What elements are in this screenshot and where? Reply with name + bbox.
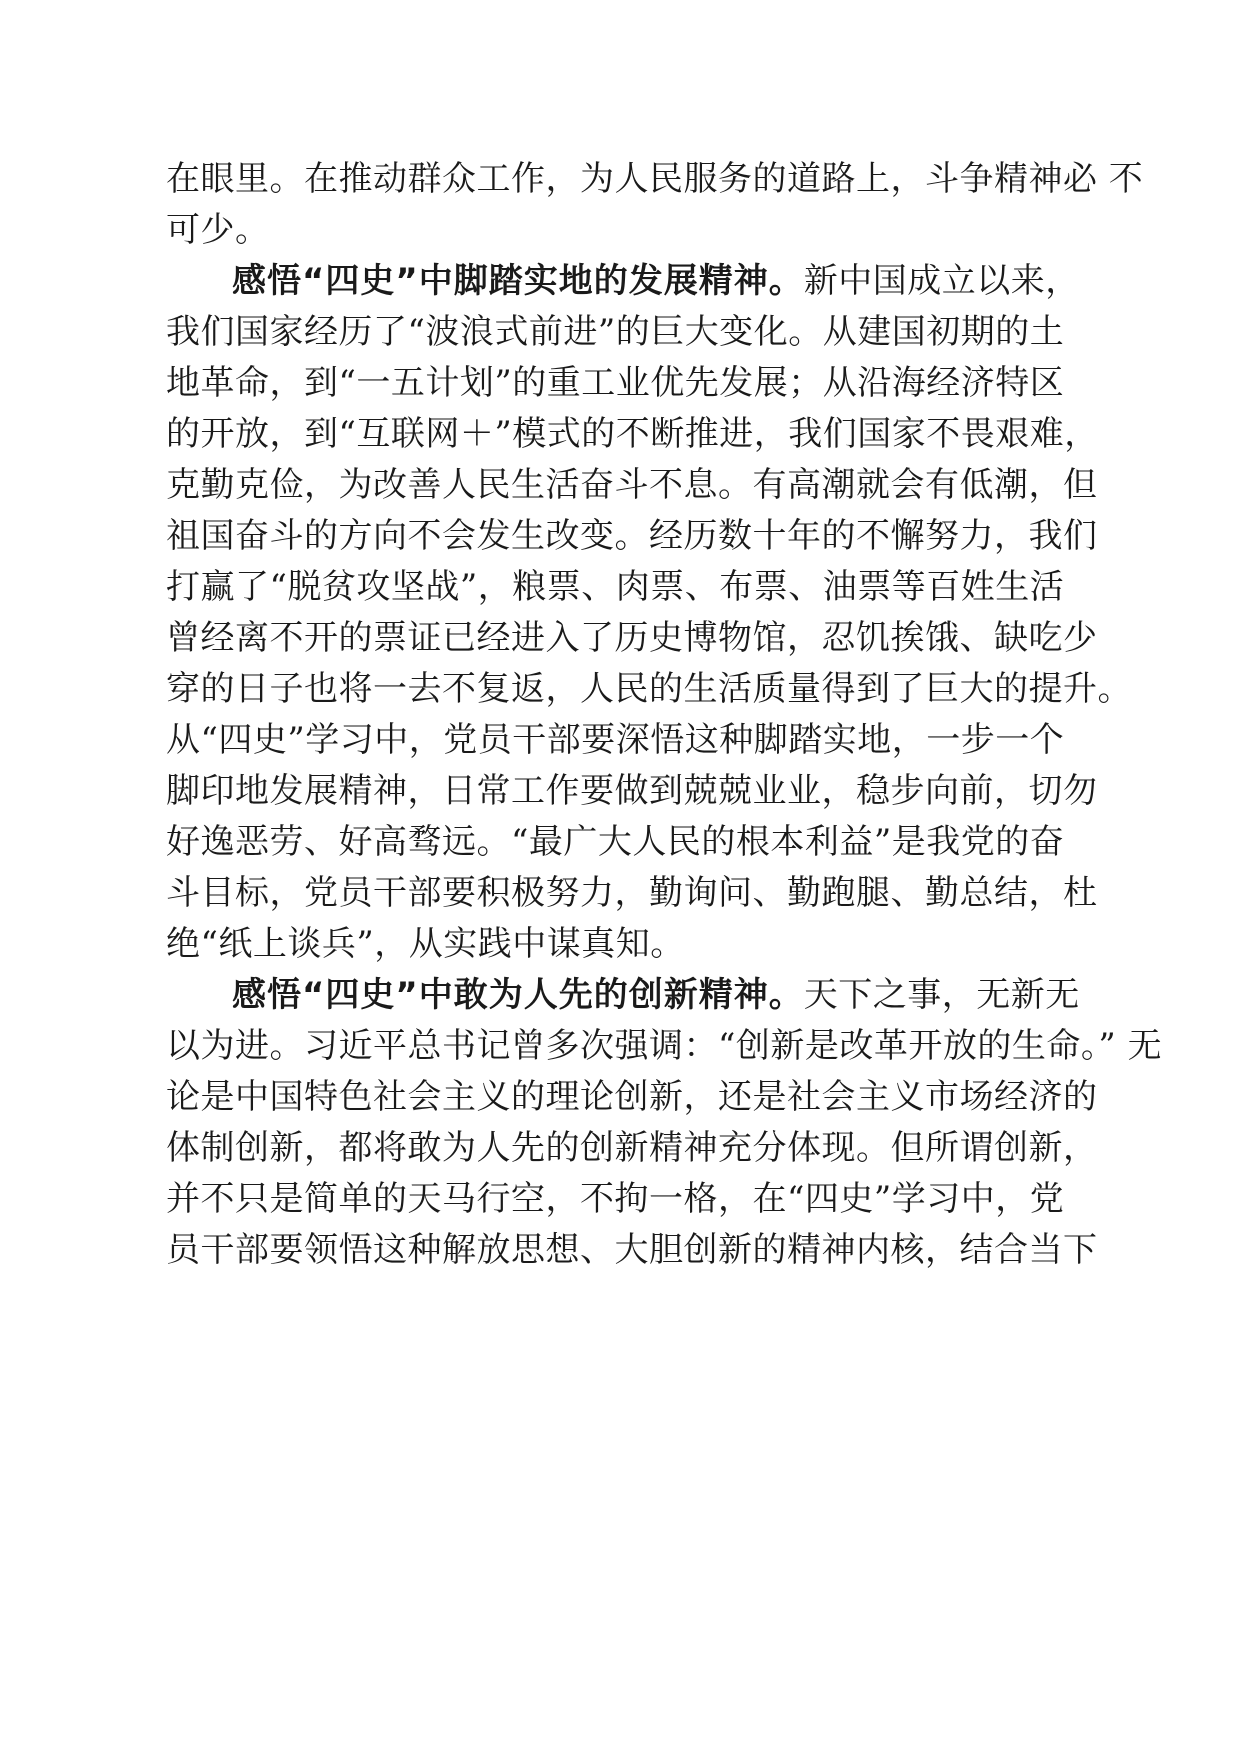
text-line: 在眼里。在推动群众工作，为人民服务的道路上，斗争精神必 不 <box>166 159 1144 199</box>
text-line: 打赢了“脱贫攻坚战”，粮票、肉票、布票、油票等百姓生活 <box>166 567 1065 607</box>
text-line: 地革命，到“一五计划”的重工业优先发展；从沿海经济特区 <box>166 363 1065 403</box>
section-opening-line <box>232 259 1080 303</box>
text-line: 克勤克俭，为改善人民生活奋斗不息。有高潮就会有低潮，但 <box>166 465 1098 505</box>
text-line: 的开放，到“互联网＋”模式的不断推进，我们国家不畏艰难， <box>166 414 1099 454</box>
text-line: 我们国家经历了“波浪式前进”的巨大变化。从建国初期的土 <box>166 312 1065 352</box>
text-line: 脚印地发展精神，日常工作要做到兢兢业业，稳步向前，切勿 <box>166 771 1098 811</box>
text-line: 以为进。习近平总书记曾多次强调：“创新是改革开放的生命。” 无 <box>166 1026 1163 1066</box>
text-line: 并不只是简单的天马行空，不拘一格，在“四史”学习中，党 <box>166 1179 1065 1219</box>
text-line: 论是中国特色社会主义的理论创新，还是社会主义市场经济的 <box>166 1077 1098 1117</box>
section-lead-text: 新中国成立以来， <box>803 261 1080 301</box>
text-line: 可少。 <box>166 210 270 250</box>
text-line: 曾经离不开的票证已经进入了历史博物馆，忍饥挨饿、缺吃少 <box>166 618 1098 658</box>
section-lead-text: 天下之事，无新无 <box>803 975 1080 1015</box>
text-line: 穿的日子也将一去不复返，人民的生活质量得到了巨大的提升。 <box>166 669 1132 709</box>
text-line: 员干部要领悟这种解放思想、大胆创新的精神内核，结合当下 <box>166 1230 1098 1270</box>
text-line: 好逸恶劳、好高骛远。“最广大人民的根本利益”是我党的奋 <box>166 822 1065 862</box>
text-line: 体制创新，都将敢为人先的创新精神充分体现。但所谓创新， <box>166 1128 1098 1168</box>
section-heading: 感悟“四史”中敢为人先的创新精神。 <box>232 975 804 1015</box>
text-line: 从“四史”学习中，党员干部要深悟这种脚踏实地，一步一个 <box>166 720 1065 760</box>
text-line: 祖国奋斗的方向不会发生改变。经历数十年的不懈努力，我们 <box>166 516 1098 556</box>
section-opening-line <box>232 973 1080 1017</box>
text-line: 绝“纸上谈兵”，从实践中谋真知。 <box>166 924 685 964</box>
text-line: 斗目标，党员干部要积极努力，勤询问、勤跑腿、勤总结，杜 <box>166 873 1098 913</box>
section-heading: 感悟“四史”中脚踏实地的发展精神。 <box>232 261 804 301</box>
